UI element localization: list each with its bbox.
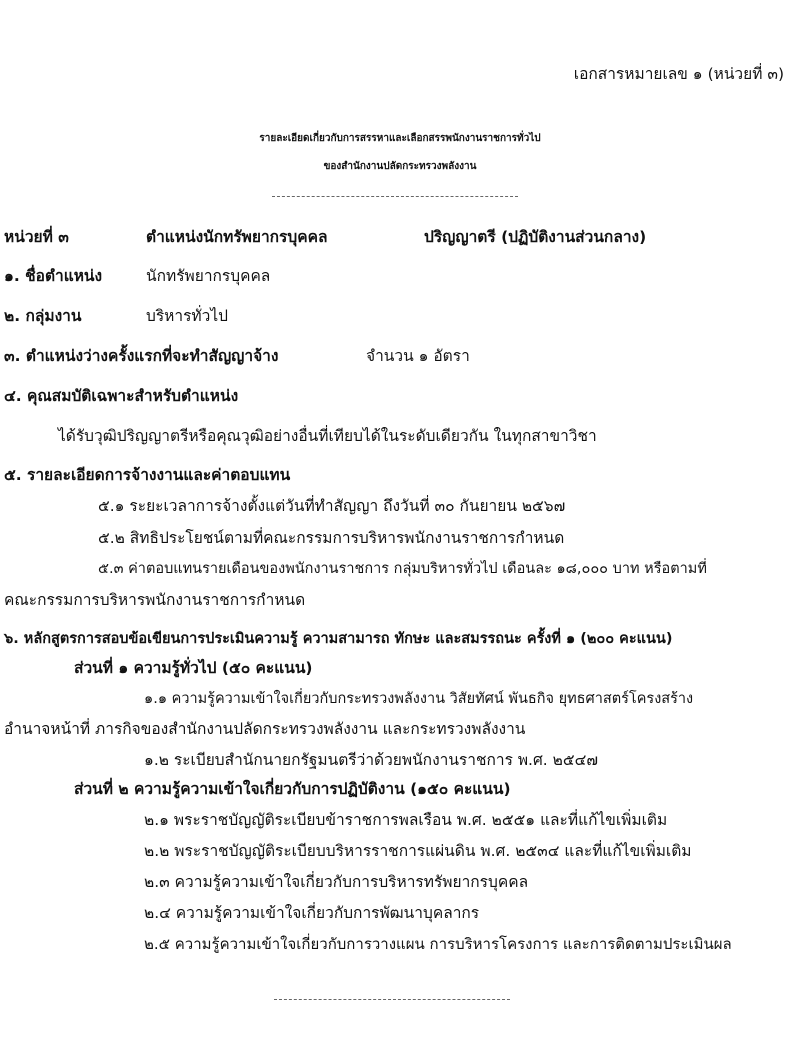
unit-label: หน่วยที่ ๓: [4, 228, 69, 246]
section-2-value: บริหารทั่วไป: [146, 307, 228, 325]
part-2-item-2: ๒.๒ พระราชบัญญัติระเบียบบริหารราชการแผ่นดิน พ.ศ. ๒๕๓๔ และที่แก้ไขเพิ่มเติม: [144, 842, 692, 860]
part-2-item-5: ๒.๕ ความรู้ความเข้าใจเกี่ยวกับการวางแผน การบริหารโครงการ และการติดตามประเมินผล: [144, 935, 732, 953]
section-4-label: ๔. คุณสมบัติเฉพาะสำหรับตำแหน่ง: [4, 387, 239, 405]
section-1-label: ๑. ชื่อตำแหน่ง: [4, 267, 103, 285]
section-5-label: ๕. รายละเอียดการจ้างงานและค่าตอบแทน: [4, 466, 291, 484]
part-1-label: ส่วนที่ ๑ ความรู้ทั่วไป (๕๐ คะแนน): [74, 659, 313, 677]
section-2-label: ๒. กลุ่มงาน: [4, 307, 82, 325]
document-reference: เอกสารหมายเลข ๑ (หน่วยที่ ๓): [573, 65, 784, 83]
section-1-value: นักทรัพยากรบุคคล: [146, 267, 271, 285]
section-3-label: ๓. ตำแหน่งว่างครั้งแรกที่จะทำสัญญาจ้าง: [4, 347, 279, 365]
title-divider: [272, 196, 518, 197]
section-5-item-1: ๕.๑ ระยะเวลาการจ้างตั้งแต่วันที่ทำสัญญา ถึงวันที่ ๓๐ กันยายน ๒๕๖๗: [98, 497, 566, 515]
part-2-item-4: ๒.๔ ความรู้ความเข้าใจเกี่ยวกับการพัฒนาบุคลากร: [144, 904, 480, 922]
document-title-line-1: รายละเอียดเกี่ยวกับการสรรหาและเลือกสรรพนักงานราชการทั่วไป: [259, 133, 541, 144]
footer-divider: [274, 999, 510, 1000]
part-2-item-3: ๒.๓ ความรู้ความเข้าใจเกี่ยวกับการบริหารทรัพยากรบุคคล: [144, 873, 529, 891]
section-5-item-2: ๕.๒ สิทธิประโยชน์ตามที่คณะกรรมการบริหารพนักงานราชการกำหนด: [98, 529, 565, 547]
section-3-value: จำนวน ๑ อัตรา: [366, 347, 470, 365]
section-5-item-3: ๕.๓ ค่าตอบแทนรายเดือนของพนักงานราชการ กลุ่มบริหารทั่วไป เดือนละ ๑๘,๐๐๐ บาท หรือตามที่: [98, 561, 707, 577]
unit-degree: ปริญญาตรี (ปฏิบัติงานส่วนกลาง): [424, 228, 647, 246]
part-1-item-2: ๑.๒ ระเบียบสำนักนายกรัฐมนตรีว่าด้วยพนักงานราชการ พ.ศ. ๒๕๔๗: [144, 751, 598, 769]
part-2-item-1: ๒.๑ พระราชบัญญัติระเบียบข้าราชการพลเรือน พ.ศ. ๒๕๕๑ และที่แก้ไขเพิ่มเติม: [144, 811, 668, 829]
part-1-item-1-continued: อำนาจหน้าที่ ภารกิจของสำนักงานปลัดกระทรวงพลังงาน และกระทรวงพลังงาน: [4, 720, 526, 738]
section-4-text: ได้รับวุฒิปริญญาตรีหรือคุณวุฒิอย่างอื่นที่เทียบได้ในระดับเดียวกัน ในทุกสาขาวิชา: [58, 427, 597, 445]
part-1-item-1: ๑.๑ ความรู้ความเข้าใจเกี่ยวกับกระทรวงพลังงาน วิสัยทัศน์ พันธกิจ ยุทธศาสตร์โครงสร้าง: [144, 691, 694, 707]
unit-position: ตำแหน่งนักทรัพยากรบุคคล: [146, 228, 328, 246]
section-5-item-3-continued: คณะกรรมการบริหารพนักงานราชการกำหนด: [4, 591, 306, 609]
document-title-line-2: ของสำนักงานปลัดกระทรวงพลังงาน: [323, 161, 477, 172]
part-2-label: ส่วนที่ ๒ ความรู้ความเข้าใจเกี่ยวกับการปฏิบัติงาน (๑๕๐ คะแนน): [74, 780, 511, 798]
section-6-label: ๖. หลักสูตรการสอบข้อเขียนการประเมินความรู้ ความสามารถ ทักษะ และสมรรถนะ ครั้งที่ ๑ (๒๐๐ คะแนน): [4, 631, 673, 647]
